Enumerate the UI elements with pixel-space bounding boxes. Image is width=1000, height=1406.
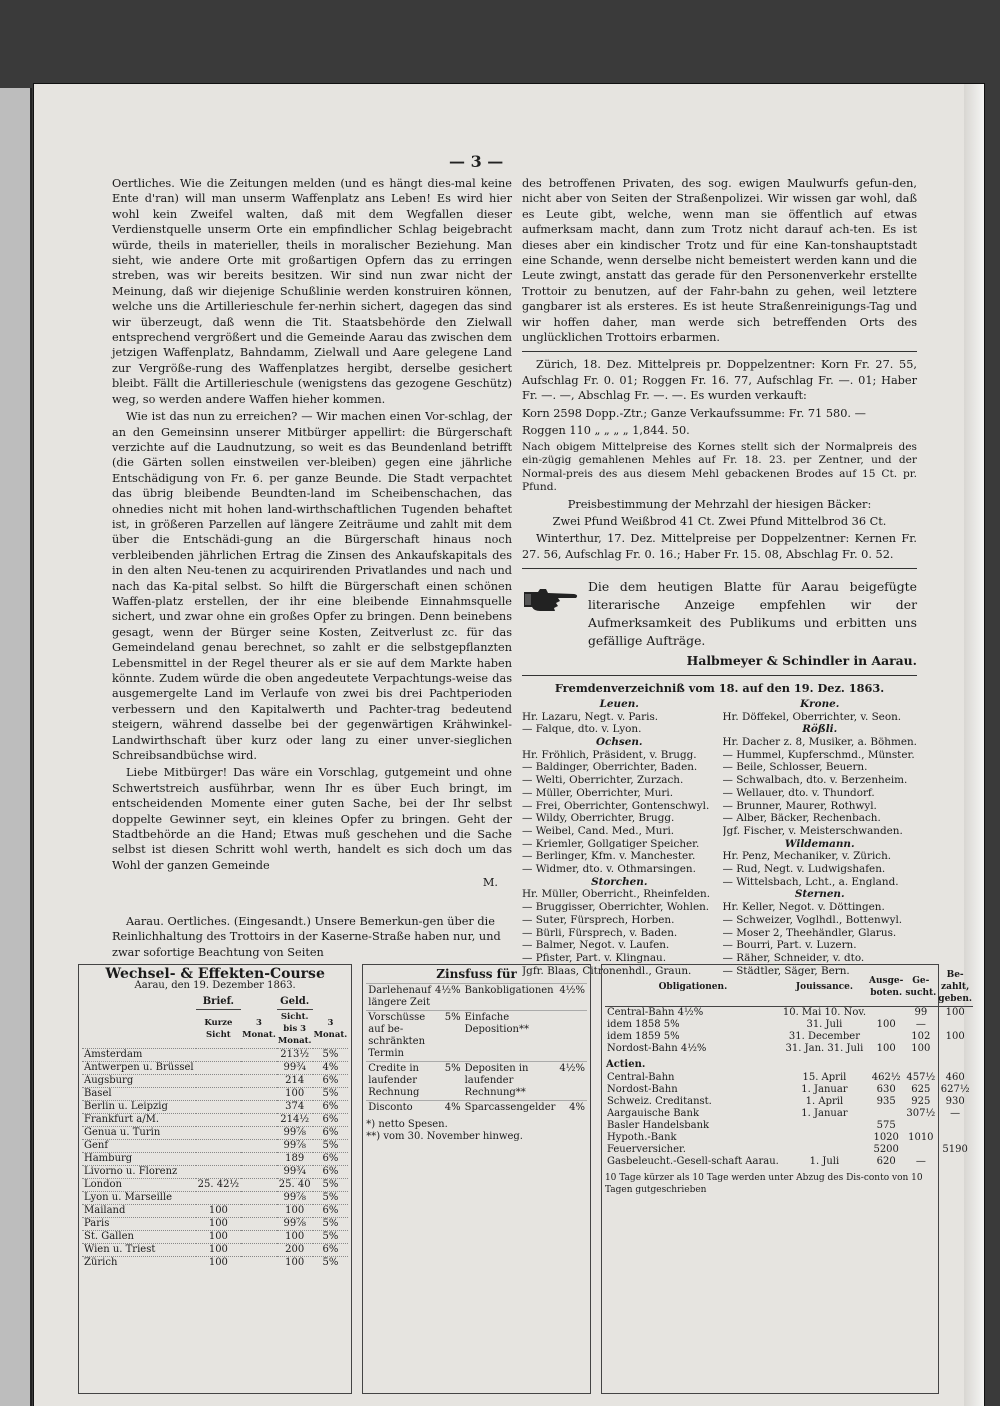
exchange-value (241, 1179, 277, 1192)
guest-entry: Hr. Fröhlich, Präsident, v. Brugg. (522, 748, 697, 761)
exchange-row (82, 1179, 348, 1192)
obligation-value (868, 1007, 904, 1020)
obligation-name: idem 1859 5% (606, 1031, 680, 1042)
securities-header: Ge-sucht. (904, 968, 937, 1007)
corner-cell (82, 1010, 196, 1049)
exchange-value (241, 1049, 277, 1062)
exchange-row (82, 1049, 348, 1062)
exchange-value: 6% (313, 1205, 349, 1218)
exchange-city: Antwerpen u. Brüssel (84, 1062, 194, 1073)
corner-cell (82, 995, 196, 1010)
guest-entry: Jgf. Fischer, v. Meisterschwanden. (722, 824, 903, 837)
exchange-value: 25. 42½ (197, 1179, 240, 1190)
guest-hotel-name: Wildemann. (784, 837, 855, 850)
guest-entry: — Schwalbach, dto. v. Berzenheim. (722, 774, 908, 787)
exchange-city: Augsburg (82, 1075, 196, 1088)
interest-row (366, 1011, 587, 1062)
obligation-value (937, 1043, 973, 1055)
course-summary (78, 964, 972, 1394)
obligation-value: 99 (914, 1007, 928, 1018)
actien-value: 630 (876, 1084, 896, 1095)
guest-entry: — Müller, Oberrichter, Muri. (522, 786, 674, 799)
exchange-value: 6% (313, 1114, 349, 1127)
actien-value: 460 (945, 1072, 965, 1083)
exchange-city: Amsterdam (82, 1049, 196, 1062)
exchange-value: 5% (313, 1049, 349, 1062)
exchange-value: 6% (313, 1244, 349, 1257)
actien-value: — (950, 1108, 961, 1119)
exchange-value: 100 (196, 1257, 242, 1270)
exchange-value: 5% (313, 1088, 349, 1101)
exchange-row (82, 1205, 348, 1218)
guest-entry: Hr. Keller, Negot. v. Döttingen. (722, 901, 885, 914)
securities-footnote: 10 Tage kürzer als 10 Tage werden unter Abzug des Dis-conto von 10 Tagen gutgeschrieben (604, 1173, 923, 1195)
guest-entry: — Moser 2, Theehändler, Glarus. (722, 926, 897, 939)
exchange-value (241, 1231, 277, 1244)
exchange-row (82, 1101, 348, 1114)
actien-value: 1. Januar (801, 1108, 848, 1119)
head-brief-3mon: 3 Monat. (242, 1017, 276, 1040)
obligation-value: 31. Jan. 31. Juli (785, 1043, 864, 1054)
guest-hotel-name: Leuen. (599, 697, 639, 710)
obligation-value: 100 (876, 1043, 896, 1054)
guest-entry: — Brunner, Maurer, Rothwyl. (722, 799, 877, 812)
guest-entry: — Wildy, Oberrichter, Brugg. (522, 812, 675, 825)
trottoir-continuation: des betroffenen Privaten, des sog. ewigen Maulwurfs gefun-den, nicht aber von Seiten der Straßenpolizei. Wir wissen gar wohl, daß es Leute gibt, welche, wenn man sie öffentlich auf etwas aufmerksam macht, dann zum Trotz nicht darauf ach-ten. Es ist dieses aber ein kindischer Trotz und für eine Kan-tonshauptstadt eine Schande, wenn derselbe nicht bemeistert werden kann und die Leute zwingt, anstatt das gerade für den Personenverkehr erstellte Trottoir zu benutzen, auf der Fahr-bahn zu gehen, weil letztere gangbarer ist als ersteres. Es ist heute Straßenreinigungs-Tag und wir hoffen daher, man werde sich betreffenden Orts des unglücklichen Trottoirs erbarmen. (522, 177, 917, 345)
guest-entry: — Schweizer, Voglhdl., Bottenwyl. (722, 913, 903, 926)
winterthur-prices: Winterthur, 17. Dez. Mittelpreise per Doppelzentner: Kernen Fr. 27. 56, Aufschlag Fr. 0. 16.; Haber Fr. 15. 08, Abschlag Fr. 0. 52. (522, 532, 917, 561)
actien-value: 307½ (906, 1108, 936, 1119)
interest-rate: 5% (433, 1011, 463, 1062)
obligation-value: 102 (911, 1031, 931, 1042)
korn-sales: Korn 2598 Dopp.-Ztr.; Ganze Verkaufssumme: Fr. 71 580. — (522, 406, 866, 420)
head-geld: Geld. (277, 995, 313, 1010)
guest-entry: — Balmer, Negot. v. Laufen. (522, 939, 670, 952)
exchange-city: London (82, 1179, 196, 1192)
obligation-value: 31. December (788, 1031, 860, 1042)
actien-name: Basler Handelsbank (606, 1120, 710, 1131)
actien-value: 462½ (871, 1072, 901, 1083)
obligation-value (868, 1031, 904, 1043)
actien-row (605, 1144, 973, 1156)
spacer-cell (313, 995, 349, 1010)
actien-value: 620 (876, 1156, 896, 1167)
guest-entry: — Frei, Oberrichter, Gontenschwyl. (522, 799, 710, 812)
guest-entry: Hr. Müller, Oberricht., Rheinfelden. (522, 888, 711, 901)
interest-rate: 4½% (557, 1062, 587, 1101)
exchange-value: 100 (196, 1205, 242, 1218)
guest-entry: — Rud, Negt. v. Ludwigshafen. (722, 863, 886, 876)
exchange-row (82, 1231, 348, 1244)
guest-entry: Jgfr. Blaas, Citronenhdl., Graun. (522, 964, 692, 977)
guest-grid (522, 698, 917, 977)
actien-value: 575 (876, 1120, 896, 1131)
exchange-value (196, 1153, 242, 1166)
exchange-value: 100 (277, 1231, 313, 1244)
exchange-value: 4% (313, 1062, 349, 1075)
guest-hotel-name: Krone. (800, 697, 840, 710)
obligation-row (605, 1031, 973, 1043)
exchange-value: 5% (313, 1140, 349, 1153)
right-column (522, 176, 917, 977)
actien-name: Nordost-Bahn (606, 1084, 678, 1095)
exchange-row (82, 1075, 348, 1088)
exchange-value: 6% (313, 1101, 349, 1114)
guest-entry: — Welti, Oberrichter, Zurzach. (522, 774, 684, 787)
exchange-city: Hamburg (82, 1153, 196, 1166)
interest-rate (557, 1011, 587, 1062)
exchange-row (82, 1140, 348, 1153)
exchange-value (196, 1114, 242, 1127)
exchange-city: Genf (82, 1140, 196, 1153)
roggen-sales: Roggen 110 „ „ „ „ 1,844. 50. (522, 424, 690, 438)
guest-entry: — Widmer, dto. v. Othmarsingen. (522, 863, 696, 876)
exchange-row (82, 1114, 348, 1127)
interest-rate: 4½% (557, 984, 587, 1011)
exchange-city: Lyon u. Marseille (82, 1192, 196, 1205)
zins-note: *) netto Spesen. (366, 1119, 448, 1130)
exchange-value (241, 1114, 277, 1127)
exchange-row (82, 1127, 348, 1140)
guest-hotel-name: Storchen. (591, 875, 648, 888)
head-geld-3mon: 3 Monat. (313, 1017, 348, 1040)
obligation-value: 100 (945, 1031, 965, 1042)
obligation-value: 10. Mai 10. Nov. (782, 1007, 866, 1018)
oertliches-article: Oertliches. Wie die Zeitungen melden (und es hängt dies-mal keine Ente d'ran) will man unserm Waffenplatz ans Leben! Es wird hier wohl kein Zweifel walten, daß mit dem Wegfallen dieser Verdienstquelle unserm Orte ein empfindlicher Schlag beigebracht würde, theils in materieller, theils in moralischer Beziehung. Man sieht, wie andere Orte mit großartigen Opfern das zu erringen streben, was wir bereits besitzen. Wir sind nun zwar nicht der Meinung, daß wir diejenige Schußlinie werden konstruiren können, welche uns die Artillerieschule fer-nerhin sichert, dagegen das sind wir überzeugt, daß wenn die Tit. Staatsbehörde den Zielwall entsprechend vergrößert und die Gemeinde Aarau das zwischen dem jetzigen Waffenplatz, Bahndamm, Zielwall und Aare gelegene Land zur Vergröße-rung des Waffenplatzes hergibt, derselbe gesichert bleibt. Fällt die Artillerieschule (wenigstens das gezogene Geschütz) weg, so werden andere Waffen hieher kommen. (112, 177, 512, 406)
exchange-value: 6% (313, 1075, 349, 1088)
exchange-value (241, 1192, 277, 1205)
obligation-row (605, 1007, 973, 1020)
exchange-value (241, 1153, 277, 1166)
zurich-prices: Zürich, 18. Dez. Mittelpreis pr. Doppelzentner: Korn Fr. 27. 55, Aufschlag Fr. 0. 01; Roggen Fr. 16. 77, Aufschlag Fr. —. 01; Haber Fr. —. —, Abschlag Fr. —. —. Es wurden verkauft: (522, 358, 917, 403)
guest-entry: — Suter, Fürsprech, Horben. (522, 913, 675, 926)
exchange-city: Frankfurt a/M. (82, 1114, 196, 1127)
exchange-value (241, 1205, 277, 1218)
exchange-city: Berlin u. Leipzig (82, 1101, 196, 1114)
actien-value: 1. Januar (801, 1084, 848, 1095)
exchange-value: 99⅞ (277, 1140, 313, 1153)
exchange-value: 25. 40 (278, 1179, 311, 1190)
exchange-value: 5% (313, 1231, 349, 1244)
exchange-row (82, 1062, 348, 1075)
exchange-value: 214½ (277, 1114, 313, 1127)
actien-name: Feuerversicher. (606, 1144, 686, 1155)
exchange-value: 99⅞ (277, 1192, 313, 1205)
guest-entry: — Wellauer, dto. v. Thundorf. (722, 786, 875, 799)
exchange-value: 374 (277, 1101, 313, 1114)
exchange-row (82, 1166, 348, 1179)
baker-heading: Preisbestimmung der Mehrzahl der hiesigen Bäcker: (567, 497, 872, 511)
actien-name: Schweiz. Creditanst. (606, 1096, 712, 1107)
exchange-value: 99¾ (277, 1166, 313, 1179)
exchange-value: 5% (313, 1257, 349, 1270)
interest-rate: 4% (557, 1101, 587, 1116)
exchange-title: Wechsel- & Effekten-Course (105, 966, 325, 982)
guest-col-left (522, 698, 717, 977)
obligation-name: Central-Bahn 4½% (606, 1007, 704, 1018)
normal-price-note: Nach obigem Mittelpreise des Kornes stellt sich der Normalpreis des ein-zügig gemahlenen Mehles auf Fr. 18. 23. per Zentner, und der Normal-preis des aus diesem Mehl gebackenen Brodes auf 15 Ct. pr. Pfund. (522, 440, 917, 493)
guest-entry: — Beile, Schlosser, Beuern. (722, 761, 868, 774)
exchange-city: Zürich (82, 1257, 196, 1270)
exchange-city: Wien u. Triest (82, 1244, 196, 1257)
exchange-value: 99⅞ (277, 1127, 313, 1140)
advertisement (522, 568, 917, 668)
interest-label: Disconto (366, 1101, 433, 1116)
page-fold-shadow (964, 84, 984, 1406)
left-column (112, 176, 512, 891)
exchange-value (241, 1062, 277, 1075)
exchange-value: 100 (277, 1257, 313, 1270)
interest-label: Credite in laufender Rechnung (366, 1062, 433, 1101)
interest-row (366, 984, 587, 1011)
securities-table (605, 968, 973, 1168)
obligation-value: 31. Juli (806, 1019, 843, 1030)
actien-row (605, 1156, 973, 1168)
exchange-value (241, 1075, 277, 1088)
interest-row (366, 1062, 587, 1101)
actien-value: 627½ (940, 1084, 970, 1095)
exchange-city: Genua u. Turin (82, 1127, 196, 1140)
head-geld-sicht: Sicht. bis 3 Monat. (277, 1012, 312, 1046)
interest-table (366, 983, 587, 1115)
interest-row (366, 1101, 587, 1116)
guest-entry: — Falque, dto. v. Lyon. (522, 723, 642, 736)
obligation-value: — (915, 1019, 926, 1030)
exchange-value (241, 1257, 277, 1270)
actien-value: 625 (911, 1084, 931, 1095)
exchange-value: 189 (277, 1153, 313, 1166)
interest-label: Einfache Deposition** (463, 1011, 558, 1062)
exchange-rates-table (82, 995, 348, 1269)
actien-value (904, 1120, 937, 1132)
obligation-value: 100 (876, 1019, 896, 1030)
exchange-row (82, 1257, 348, 1270)
market-report (522, 351, 917, 562)
exchange-value (241, 1127, 277, 1140)
exchange-value (241, 1140, 277, 1153)
head-brief: Brief. (196, 995, 242, 1010)
guest-entry: — Pfister, Part. v. Klingnau. (522, 952, 667, 964)
securities-header: Obligationen. (605, 968, 781, 1007)
exchange-value (241, 1101, 277, 1114)
actien-value (937, 1156, 973, 1168)
exchange-value (196, 1088, 242, 1101)
exchange-city: Mailand (82, 1205, 196, 1218)
actien-value: 1. April (805, 1096, 844, 1107)
actien-value (781, 1144, 868, 1156)
interest-rate: 4% (433, 1101, 463, 1116)
exchange-value: 5% (313, 1179, 349, 1192)
actien-name: Gasbeleucht.-Gesell-schaft Aarau. (606, 1156, 779, 1167)
guest-hotel-name: Rößli. (802, 723, 838, 736)
obligation-row (605, 1019, 973, 1031)
guest-entry: — Berlinger, Kfm. v. Manchester. (522, 850, 696, 863)
actien-value: 5190 (942, 1144, 968, 1155)
obligation-row (605, 1043, 973, 1055)
exchange-value: 214 (277, 1075, 313, 1088)
actien-value: 935 (876, 1096, 896, 1107)
actien-header: Actien. (605, 1059, 646, 1070)
actien-value: 1020 (873, 1132, 899, 1143)
exchange-value: 100 (277, 1205, 313, 1218)
obligation-name: Nordost-Bahn 4½% (606, 1043, 707, 1054)
securities-header: Jouissance. (781, 968, 868, 1007)
exchange-value: 213½ (277, 1049, 313, 1062)
actien-value (781, 1132, 868, 1144)
interest-rate: 4½% (433, 984, 463, 1011)
guest-entry: Hr. Döffekel, Oberrichter, v. Seon. (722, 710, 902, 723)
exchange-row (82, 1192, 348, 1205)
exchange-city: Basel (82, 1088, 196, 1101)
zins-title: Zinsfuss für (436, 967, 517, 981)
obligation-value (937, 1019, 973, 1031)
exchange-value (196, 1192, 242, 1205)
exchange-value: 5% (313, 1192, 349, 1205)
exchange-value (196, 1049, 242, 1062)
actien-value: — (915, 1156, 926, 1167)
obligation-value: 100 (911, 1043, 931, 1054)
exchange-value: 6% (313, 1153, 349, 1166)
exchange-value (241, 1244, 277, 1257)
actien-name: Hypoth.-Bank (606, 1132, 677, 1143)
interest-label: Sparcassengelder (464, 1102, 556, 1113)
actien-row (605, 1096, 973, 1108)
actien-row (605, 1108, 973, 1120)
securities-header: Be-zahlt, geben. (937, 968, 973, 1007)
exchange-date: Aarau, den 19. Dezember 1863. (134, 980, 296, 991)
exchange-value (196, 1127, 242, 1140)
exchange-value (196, 1101, 242, 1114)
exchange-value (196, 1166, 242, 1179)
actien-value: 930 (945, 1096, 965, 1107)
actien-name: Central-Bahn (606, 1072, 675, 1083)
actien-value: 1. Juli (809, 1156, 840, 1167)
guest-entry: — Bourri, Part. v. Luzern. (722, 939, 857, 952)
guest-entry: — Wittelsbach, Lcht., a. England. (722, 875, 899, 888)
exchange-row (82, 1218, 348, 1231)
actien-row (605, 1084, 973, 1096)
exchange-value (241, 1218, 277, 1231)
securities-header: Ausge-boten. (868, 968, 904, 1007)
exchange-value: 100 (277, 1088, 313, 1101)
exchange-value (196, 1062, 242, 1075)
exchange-value: 100 (196, 1244, 242, 1257)
actien-row (605, 1120, 973, 1132)
guest-hotel-name: Sternen. (794, 888, 845, 901)
exchange-value: 6% (313, 1166, 349, 1179)
actien-row (605, 1132, 973, 1144)
proposal-paragraph: Wie ist das nun zu erreichen? — Wir machen einen Vor-schlag, der an den Gemeinsinn unserer Mitbürger appellirt: die Bürgerschaft verzichte auf die Laudnutzung, so weit es das Beundenland betrifft (die Gärten sollen einstweilen ver-bleiben) gegen eine jährliche Entschädigung von Fr. 6. per ganze Beunde. Die Stadt verpachtet das übrig bleibende Beundten-land im Scheibenschachen, das ohnedies nicht mit hohen land-wirthschaftlichen Tugenden behaftet ist, in größeren Parzellen auf längere Zeiträume und zahlt mit dem über die Entschädi-gung an die Bürgerschaft hinaus noch verbleibenden jährlichen Ertrag die Zinsen des Ankaufskapitals des in den alten Neu-tenen zu acquirirenden Privatlandes und nach und nach das Ka-pital selbst. So hilft die Bürgerschaft einen schönen Waffen-platz erstellen, der ihr eine bleibende Einnahmsquelle sichert, und zwar ohne ein großes Opfer zu bringen. Denn beinebens gesagt, wenn der Bürger seine Kosten, Zeitverlust zc. für das Gemeindeland genau berechnet, so zahlt er die selbstgepflanzten Lebensmittel in der Regel theurer als er sie auf dem Markte haben könnte. Zudem würde die oben angedeutete Verpachtungs-weise das ausgemergelte Land im Verlaufe von zwei bis drei Pachtperioden verbessern und den Kapitalwerth und Pachter-trag bedeutend steigern, während dasselbe bei der gegenwärtigen Krähwinkel-Landwirthschaft über kurz oder lang zu einer unver-sieglichen Schreibsandbüchse wird. (112, 410, 512, 763)
exchange-row (82, 1244, 348, 1257)
exchange-value (196, 1075, 242, 1088)
pointing-hand-icon (522, 584, 580, 614)
guest-entry: — Hummel, Kupferschmd., Münster. (722, 748, 915, 761)
guest-entry: Hr. Penz, Mechaniker, v. Zürich. (722, 850, 892, 863)
exchange-value (241, 1088, 277, 1101)
guest-entry: — Bürli, Fürsprech, v. Baden. (522, 926, 678, 939)
actien-value: 15. April (802, 1072, 847, 1083)
actien-value (904, 1144, 937, 1156)
exchange-row (82, 1088, 348, 1101)
guest-hotel-name: Ochsen. (595, 736, 643, 749)
actien-name: Aargauische Bank (606, 1108, 699, 1119)
actien-value: 925 (911, 1096, 931, 1107)
guest-entry: Hr. Dacher z. 8, Musiker, a. Böhmen. (722, 736, 917, 749)
guest-entry: — Städtler, Säger, Bern. (722, 964, 850, 977)
guest-entry: — Weibel, Cand. Med., Muri. (522, 824, 675, 837)
guest-entry: — Kriemler, Gollgatiger Speicher. (522, 837, 700, 850)
guest-list-title: Fremdenverzeichniß vom 18. auf den 19. Dez. 1863. (554, 680, 885, 695)
actien-value: 457½ (906, 1072, 936, 1083)
interest-label: Vorschüsse auf be-schränkten Termin (366, 1011, 433, 1062)
obligation-name: idem 1858 5% (606, 1019, 680, 1030)
ad-text: Die dem heutigen Blatte für Aarau beigefügte literarische Anzeige empfehlen wir der Aufmerksamkeit des Publikums und erbitten uns gefällige Aufträge. (588, 579, 917, 649)
exchange-value: 100 (196, 1218, 242, 1231)
actien-value: 1010 (908, 1132, 934, 1143)
actien-value: 5200 (873, 1144, 899, 1155)
guest-list (522, 675, 917, 978)
exchange-value: 6% (313, 1127, 349, 1140)
zins-note: **) vom 30. November hinweg. (366, 1131, 523, 1142)
newspaper-page (34, 84, 984, 1406)
exchange-value: 99⅞ (277, 1218, 313, 1231)
exchange-city: Paris (82, 1218, 196, 1231)
actien-value (781, 1120, 868, 1132)
actien-value (937, 1132, 973, 1144)
guest-col-right (723, 698, 918, 977)
exchange-city: Livorno u. Florenz (82, 1166, 196, 1179)
guest-entry: — Alber, Bäcker, Rechenbach. (722, 812, 881, 825)
actien-value (868, 1108, 904, 1120)
trottoir-article: Aarau. Oertliches. (Eingesandt.) Unsere Bemerkun-gen über die Reinlichhaltung des Trottoirs in der Kaserne-Straße haben nur, und zwar sofortige Beachtung von Seiten (112, 915, 501, 959)
interest-label: Darlehenauf längere Zeit (366, 984, 433, 1011)
guest-entry: — Baldinger, Oberrichter, Baden. (522, 761, 698, 774)
exchange-value: 200 (277, 1244, 313, 1257)
exchange-value (241, 1166, 277, 1179)
ad-body (522, 578, 917, 650)
spacer-cell (241, 995, 277, 1010)
exchange-value: 99¾ (277, 1062, 313, 1075)
interest-label: Bankobligationen (463, 984, 558, 1011)
exchange-row (82, 1153, 348, 1166)
facing-page-edge (0, 88, 32, 1406)
obligation-value: 100 (945, 1007, 965, 1018)
bread-prices: Zwei Pfund Weißbrod 41 Ct. Zwei Pfund Mittelbrod 36 Ct. (552, 514, 887, 528)
appeal-paragraph: Liebe Mitbürger! Das wäre ein Vorschlag, gutgemeint und ohne Schwertstreich ausführbar, wenn Ihr es über Euch bringt, im entscheidenden Momente einer guten Sache, bei der Ihr selbst doppelte Gewinner seyt, ein kleines Opfer zu bringen. Geht der Stadtbehörde an die Hand; Etwas muß geschehen und die Sache selbst ist diesen Schritt wohl werth, handelt es sich doch um das Wohl der ganzen Gemeinde (112, 766, 512, 872)
actien-value (937, 1120, 973, 1132)
guest-entry: — Räher, Schneider, v. dto. (722, 952, 865, 964)
exchange-city: St. Gallen (82, 1231, 196, 1244)
ad-firm: Halbmeyer & Schindler in Aarau. (686, 653, 917, 669)
page-number: — 3 — (449, 152, 504, 171)
guest-entry: — Bruggisser, Oberrichter, Wohlen. (522, 901, 710, 914)
actien-row (605, 1072, 973, 1084)
head-brief-kurze: Kurze Sicht (204, 1018, 233, 1040)
interest-label: Depositen in laufender Rechnung** (463, 1062, 558, 1101)
exchange-value: 100 (196, 1231, 242, 1244)
author-signature: M. (482, 876, 498, 890)
exchange-value (196, 1140, 242, 1153)
exchange-value: 5% (313, 1218, 349, 1231)
guest-entry: Hr. Lazaru, Negt. v. Paris. (522, 710, 659, 723)
interest-rate: 5% (433, 1062, 463, 1101)
